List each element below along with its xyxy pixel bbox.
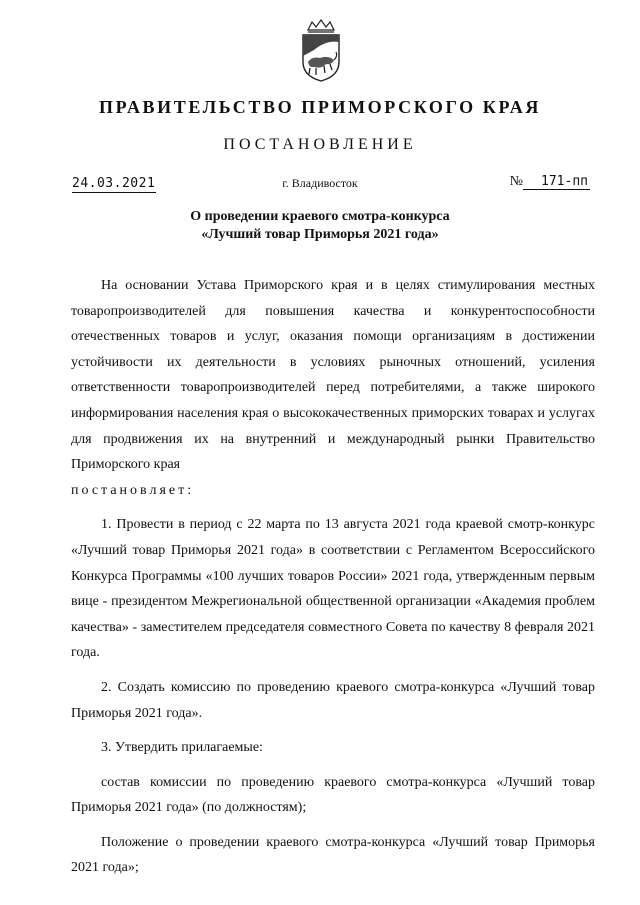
document-subject bbox=[0, 208, 640, 244]
subject-line-2: «Лучший товар Приморья 2021 года» bbox=[201, 227, 439, 242]
item-1-paragraph: 1. Провести в период с 22 марта по 13 августа 2021 года краевой смотр-конкурс «Лучший товар Приморья 2021 года» в соответствии с Регламентом Всероссийского Конкурса Программы «100 лучших товаров России» 2021 года, утвержденным первым вице - президентом Межрегиональной общественной организации «Академия проблем качества» - заместителем председателя совместного Совета по качеству 8 февраля 2021 года. bbox=[71, 517, 595, 661]
item-3-paragraph: 3. Утвердить прилагаемые: bbox=[101, 740, 263, 756]
document-body bbox=[71, 273, 595, 881]
item-3b-paragraph: Положение о проведении краевого смотра-конкурса «Лучший товар Приморья 2021 года»; bbox=[71, 834, 595, 876]
subject-line-1: О проведении краевого смотра-конкурса bbox=[190, 209, 450, 224]
number-sign: № bbox=[509, 174, 524, 189]
document-date: 24.03.2021 bbox=[72, 176, 156, 191]
government-title: ПРАВИТЕЛЬСТВО ПРИМОРСКОГО КРАЯ bbox=[99, 97, 541, 117]
resolves-word bbox=[71, 478, 595, 504]
resolves-text: постановляет: bbox=[71, 482, 195, 498]
item-2-paragraph: 2. Создать комиссию по проведению краевого смотра-конкурса «Лучший товар Приморья 2021 года». bbox=[71, 679, 595, 721]
coat-of-arms-icon bbox=[296, 18, 346, 84]
document-type: ПОСТАНОВЛЕНИЕ bbox=[223, 136, 417, 153]
document-number bbox=[510, 174, 590, 190]
preamble-paragraph: На основании Устава Приморского края и в целях стимулирования местных товаропроизводителей для повышения качества и конкурентоспособности отечественных товаров и услуг, оказания помощи организациям в достижении устойчивости их деятельности в условиях рыночных отношений, усиления ответственности товаропроизводителей перед потребителями, а также широкого информирования населения края о высококачественных приморских товарах и услугах для продвижения их на внутренний и международный рынки Правительство Приморского края bbox=[71, 278, 595, 473]
date-underline bbox=[72, 192, 156, 193]
number-value: 171-пп bbox=[523, 174, 590, 190]
document-city: г. Владивосток bbox=[282, 176, 358, 190]
item-3a-paragraph: состав комиссии по проведению краевого смотра-конкурса «Лучший товар Приморья 2021 года» (по должностям); bbox=[71, 774, 595, 816]
